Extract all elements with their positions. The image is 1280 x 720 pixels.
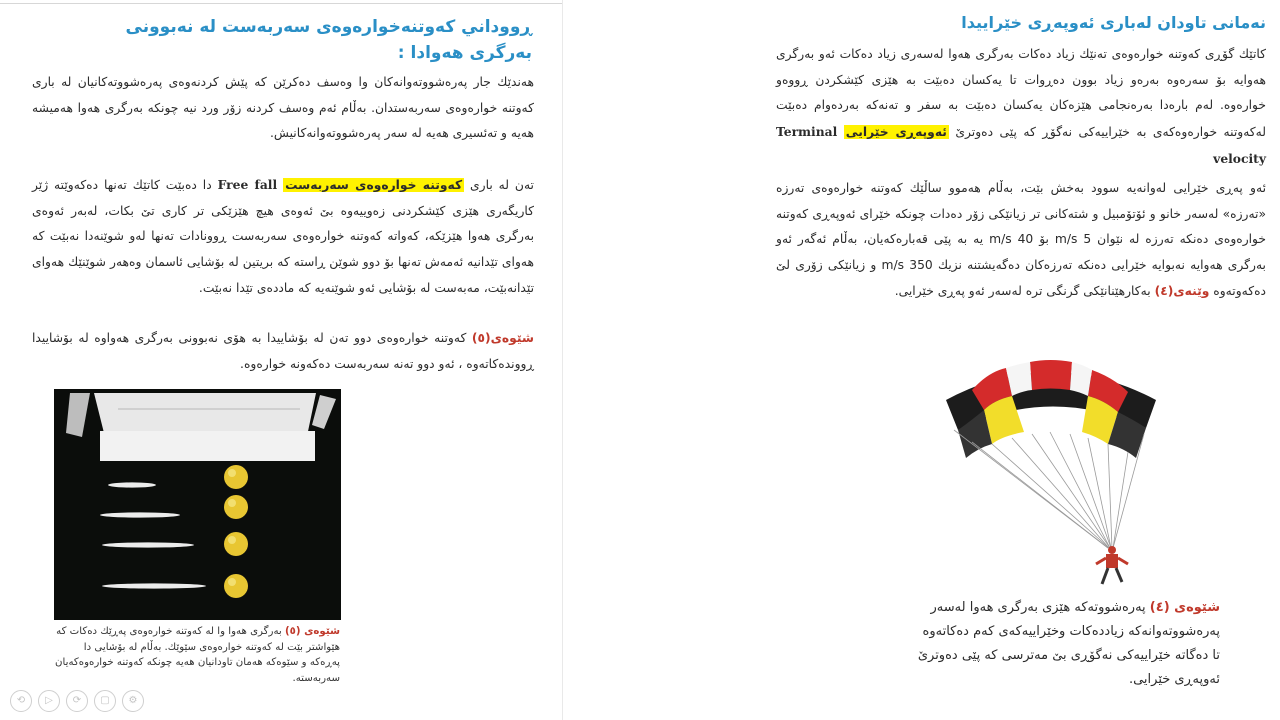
page-divider	[562, 0, 563, 720]
free-fall-highlight: كەوتنە خوارەوەى سەربەست	[285, 178, 463, 192]
fullscreen-icon[interactable]: ▢	[94, 690, 116, 712]
parachute-image	[932, 350, 1168, 590]
terminal-velocity-highlight: ئەوپەڕى خێرايى	[845, 125, 947, 140]
figure5-photo	[54, 389, 341, 620]
player-controls	[10, 690, 144, 712]
right-section-heading: نەمانى تاودان لەبارى ئەوپەڕى خێراييدا	[961, 13, 1266, 32]
right-paragraph-1	[776, 42, 1266, 173]
left-paragraph-3	[32, 326, 534, 377]
figure4-caption-text: پەرەشووتەكە هێزى بەرگرى هەوا لەسەر پەرەشووتەوانەكە زياددەكات وخێراييەكەى كەم دەكاتەوە تا دەگاتە خێراييەكى نەگۆڕى بێ مەترسى كە پێى دەوترێ ئەوپەڕى خێرايى.	[917, 600, 1220, 687]
figure5-reference: شێوەى(٥)	[471, 331, 534, 345]
left-paragraph-2	[32, 172, 534, 302]
forward-icon[interactable]: ⟳	[66, 690, 88, 712]
figure5-caption-ref: شێوەى (٥)	[285, 626, 340, 637]
figure5-caption	[54, 624, 340, 686]
rewind-icon[interactable]: ⟲	[10, 690, 32, 712]
figure5-caption-text: بەرگرى هەوا وا لە كەوتنە خوارەوەى پەڕێك دەكات كە هێواشتر بێت لە كەوتنە خوارەوەى سێوێك. بەڵام لە بۆشايى دا پەڕەكە و سێوەكە هەمان تاودانيان هەيە چونكە كەوتنە خوارەوەكەيان سەربەستە.	[55, 626, 340, 684]
para3-body: كەوتنە خوارەوەى دوو تەن لە بۆشاييدا بە هۆى نەبوونى بەرگرى هەواوە لە بۆشاييدا ڕووندەكاتەوە ، ئەو دوو تەنە سەربەست دەكەونە خوارەوە.	[32, 331, 534, 371]
free-fall-term: Free fall	[217, 177, 278, 192]
right-para1-body: كاتێك گۆڕى كەوتنە خوارەوەى تەنێك زياد دەكات بەرگرى هەوا لەسەرى زياد دەكات ئەو بەرگرى هەوايە بۆ سەرەوە بەرەو زياد بوون دەڕوات تا يەكسان دەبێت بە هێزى كێشكردن ڕووەو خوارەوە. لەم بارەدا بەرەنجامى هێزەكان يەكسان دەبێت بە سفر و تەنەكە بەردەوام دەبێت لەكەوتنە خوارەوەكەى بە خێراييەكى نەگۆڕ كە پێى دەوترێ	[776, 47, 1266, 140]
left-section-heading: ڕووداني كەوتنەخوارەوەى سەربەست لە نەبوونى بەرگرى هەوادا :	[125, 17, 532, 63]
para2-body: دا دەبێت كاتێك تەنها دەكەوێتە ژێر كاريگەرى هێزى كێشكردنى زەوييەوە بێ ئەوەى هيچ هێزێكى تر كارى تێ بكات، لەبەر ئەوەى بەرگرى هەوا هێزێكە، كەواتە كەوتنە خوارەوەى سەربەست ڕوونادات تەنها لەو شوێنەدا نەبێت كە هەواى تێدانيە ئەمەش تەنها بۆ دوو شوێن ڕاستە كە بريتين لە بۆشايى ئاسمان وەهەر شوێنێك هەواى تێدانەبێت، مەبەست لە بۆشايى ئەو شوێنەيە كە ماددەى تێدا نەبێت.	[32, 178, 534, 295]
terminal-velocity-term: Terminal velocity	[776, 124, 1266, 166]
settings-icon[interactable]: ⚙	[122, 690, 144, 712]
figure4-caption	[914, 596, 1220, 692]
parachutist-illustration	[932, 350, 1168, 590]
right-para2-end: بەكارهێنانێكى گرنگى ترە لەسەر ئەو پەڕى خێرايى.	[894, 283, 1151, 298]
para2-intro: تەن لە بارى	[470, 178, 534, 192]
figure4-caption-ref: شێوەى (٤)	[1149, 600, 1220, 615]
right-paragraph-2	[776, 176, 1266, 305]
right-para2-body: ئەو پەڕى خێرايى لەوانەيە سوود بەخش بێت، بەڵام هەموو ساڵێك كەوتنە خوارەوەى تەرزە «تەرزە» لەسەر خانو و ئۆتۆمبيل و شتەكانى تر زيانێكى زۆر دەدات چونكە خێراى ئەوپەڕى كەوتنە خوارەوەى دەنكە تەرزە لە نێوان 5 m/s بۆ 40 m/s يە بە پێى قەبارەكەيان، بەڵام ئەگەر ئەو بەرگرى هەوايە نەبوايە خێرايى دەنكە تەرزەكان دەگەيشتنە نزيك 350 m/s و زيانێكى زۆرى لێ دەكەوتەوە	[776, 181, 1267, 298]
page-top-border	[0, 3, 562, 4]
left-paragraph-1: هەندێك جار پەرەشووتەوانەكان وا وەسف دەكرێن كە پێش كردنەوەى پەرەشووتەكانيان لە بارى كەوتنە خوارەوەى سەربەستدان. بەڵام ئەم وەسف كردنە زۆر ورد نيە چونكە بەرگرى هەوا هەميشە هەيە و تەئسيرى هەيە لە سەر پەرەشووتەوانەكانيش.	[32, 75, 534, 141]
feather-apple-strobe-image	[54, 389, 341, 620]
figure4-reference: وێنەى(٤)	[1154, 283, 1210, 298]
play-icon[interactable]: ▷	[38, 690, 60, 712]
